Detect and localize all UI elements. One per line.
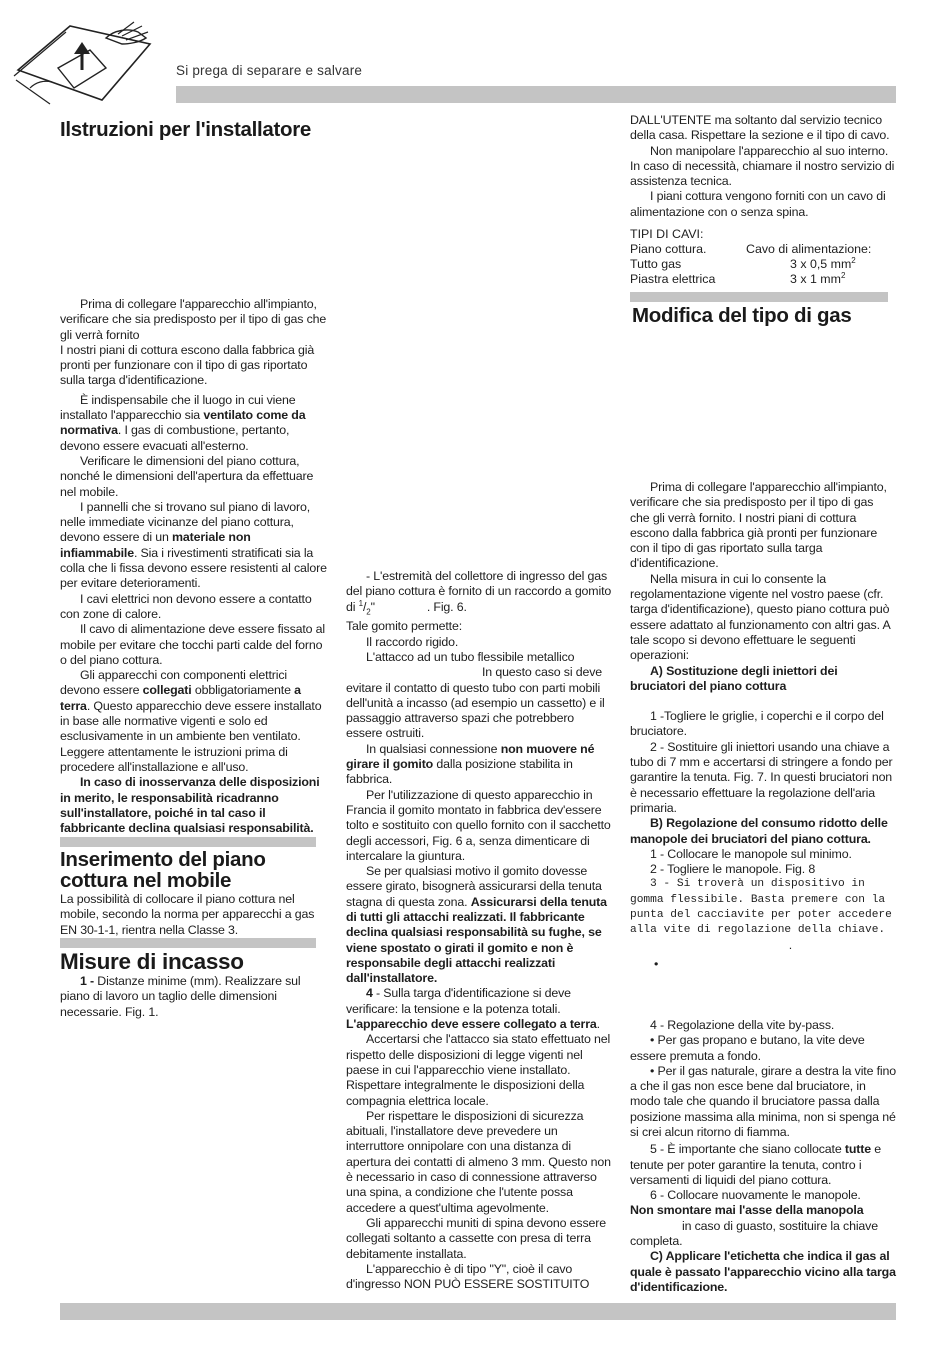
paragraph: 1 -Togliere le griglie, i coperchi e il corpo del bruciatore.: [630, 709, 884, 739]
bullet: •: [654, 956, 659, 971]
installer-instructions: [60, 297, 328, 836]
paragraph: - L'estremità del collettore di ingresso del gas del piano cottura è fornito di un raccordo a gomito di $^1/_2$" . Fig. 6.: [346, 569, 612, 617]
footer-divider: [60, 1303, 896, 1320]
paragraph: Non smontare mai l'asse della manopola: [630, 1203, 864, 1218]
paragraph: Per rispettare le disposizioni di sicurezza abituali, l'installatore deve prevedere un interruttore onnipolare con una distanza di apertura dei contatti di almeno 3 mm. Questo non è necessario in caso di connessione attraverso una spina, a condizione che l'utente possa accedere a quest'ultima agevolmente.: [346, 1108, 611, 1215]
gas-change-text: [630, 480, 896, 1295]
subheading: B) Regolazione del consumo ridotto delle manopole dei bruciatori del piano cottura.: [630, 816, 888, 846]
paragraph: 2 - Togliere le manopole. Fig. 8: [650, 862, 816, 877]
paragraph: 3 - Si troverà un dispositivo in gomma flessibile. Basta premere con la punta del cacciavite per poter accedere alla vite di regolazione della chiave.: [630, 878, 892, 937]
paragraph: L'attacco ad un tubo flessibile metallico: [366, 649, 575, 664]
mounting-text: La possibilità di collocare il piano cottura nel mobile, secondo la norma per apparecchi a gas EN 30-1-1, rientra nella Classe 3.: [60, 892, 315, 937]
paragraph: • Per gas propano e butano, la vite deve essere premuta a fondo.: [630, 1033, 865, 1063]
paragraph: DALL'UTENTE ma soltanto dal servizio tecnico della casa. Rispettare la sezione e il tipo di cavo.: [630, 113, 890, 143]
section-divider: [60, 837, 316, 847]
paragraph: In qualsiasi connessione non muovere né girare il gomito dalla posizione stabilita in fabbrica.: [346, 741, 595, 787]
paragraph: L'apparecchio è di tipo "Y", cioè il cavo d'ingresso NON PUÒ ESSERE SOSTITUITO: [346, 1261, 590, 1292]
paragraph: Nella misura in cui lo consente la regolamentazione vigente nel vostro paese (cfr. targa d'identificazione), questo piano cottura può essere adattato al funzionamento con altri gas. A tale scopo si devono effettuare le seguenti operazioni:: [630, 571, 890, 663]
paragraph: Se per qualsiasi motivo il gomito dovesse essere girato, bisognerà assicurarsi della tenuta stagna di questa zona. Assicurarsi della tenuta di tutti gli attacchi realizzati. Il fabbricante declina qualsiasi responsabilità su fughe, se viene spostato o girati il gomito e non è responsabile degli attacchi realizzati dall'installatore.: [346, 864, 607, 986]
header-divider: [176, 86, 896, 103]
paragraph: In questo caso si deve evitare il contatto di questo tubo con parti mobili dell'unità a incasso (ad esempio un cassetto) e il passaggio attraverso spazi che potrebbero essere ostruiti.: [346, 665, 605, 741]
paragraph: .: [788, 937, 792, 952]
table-row: Piastra elettrica 3 x 1 $mm^2$: [630, 270, 846, 286]
section-title-gas-change: Modifica del tipo di gas: [632, 304, 852, 327]
cable-heading: TIPI DI CAVI:: [630, 227, 704, 241]
hand-lifting-page-icon: [10, 8, 160, 108]
section-title-cutout: Misure di incasso: [60, 949, 244, 974]
table-row: Tutto gas 3 x 0,5 $mm^2$: [630, 255, 856, 271]
subheading: A) Sostituzione degli iniettori dei bruciatori del piano cottura: [630, 663, 838, 693]
paragraph: Prima di collegare l'apparecchio all'impianto, verificare che sia predisposto per il tipo di gas che gli verrà fornito. I nostri piani di cottura escono dalla fabbrica già pronti per funzionare con il tipo di gas riportato sulla targa d'identificazione.: [630, 480, 887, 571]
paragraph: • Per il gas naturale, girare a destra la vite fino a che il gas non esce bene dal bruciatore, in modo tale che quando il bruciatore passa dalla posizione massima alla minima, non si spenga né si crei alcun ritorno di fiamma.: [630, 1063, 897, 1139]
section-title-installer: Ilstruzioni per l'installatore: [60, 118, 312, 141]
cutout-text: 1 - Distanze minime (mm). Realizzare sul piano di lavoro un taglio delle dimensioni necessarie. Fig. 1.: [60, 974, 301, 1019]
table-row: Piano cottura. Cavo di alimentazione:: [630, 242, 872, 256]
paragraph: 1 - Collocare le manopole sul minimo.: [650, 846, 852, 861]
paragraph: 4 - Regolazione della vite by-pass.: [650, 1017, 835, 1032]
paragraph: in caso di guasto, sostituire la chiave completa.: [630, 1218, 878, 1249]
paragraph: I nostri piani di cottura escono dalla fabbrica già pronti per funzionare con il tipo di gas riportato sulla targa d'identificazione.: [60, 342, 315, 388]
paragraph: Prima di collegare l'apparecchio all'impianto, verificare che sia predisposto per il tipo di gas che gli verrà fornito: [60, 297, 327, 342]
paragraph: Verificare le dimensioni del piano cottura, nonché le dimensioni dell'apertura da effettuare nel mobile.: [60, 453, 314, 499]
paragraph: I cavi elettrici non devono essere a contatto con zone di calore.: [60, 591, 312, 621]
paragraph: I piani cottura vengono forniti con un cavo di alimentazione con o senza spina.: [630, 189, 886, 219]
paragraph: Il raccordo rigido.: [366, 634, 459, 649]
paragraph: Gli apparecchi con componenti elettrici devono essere collegati obbligatoriamente a terra. Questo apparecchio deve essere installato in base alle normative vigenti e solo ed esclusivamente in un ambiente ben ventilato. Leggere attentamente le istruzioni prima di procedere all'installazione e all'uso.: [60, 668, 322, 774]
cable-notes: [630, 113, 896, 220]
paragraph: È indispensabile che il luogo in cui viene installato l'apparecchio sia ventilato come da normativa. I gas di combustione, pertanto, devono essere evacuati all'esterno.: [60, 392, 306, 453]
page-tagline: Si prega di separare e salvare: [176, 63, 363, 78]
paragraph: Accertarsi che l'attacco sia stato effettuato nel rispetto delle disposizioni di legge vigenti nel paese in cui l'apparecchio viene installato. Rispettare integralmente le disposizioni della compagnia elettrica locale.: [346, 1032, 611, 1108]
paragraph: Non manipolare l'apparecchio al suo interno. In caso di necessità, chiamare il nostro servizio di assistenza tecnica.: [630, 143, 895, 189]
paragraph: 6 - Collocare nuovamente le manopole.: [650, 1188, 861, 1203]
paragraph: 4 - Sulla targa d'identificazione si deve verificare: la tensione e la potenza totali. L'apparecchio deve essere collegato a terra.: [346, 986, 600, 1032]
section-divider: [60, 938, 316, 948]
paragraph: Gli apparecchi muniti di spina devono essere collegati soltanto a cassette con presa di terra debitamente installata.: [346, 1215, 606, 1261]
paragraph: In caso di inosservanza delle disposizioni in merito, le responsabilità ricadranno sull'installatore, poiché in tal caso il fabbricante declina qualsiasi responsabilità.: [60, 775, 320, 836]
section-title-mounting: Inserimento del piano cottura nel mobile: [60, 848, 266, 892]
subheading: C) Applicare l'etichetta che indica il gas al quale è passato l'apparecchio vicino alla targa d'identificazione.: [630, 1249, 896, 1294]
paragraph: 5 - È importante che siano collocate tutte e tenute per poter garantire la tenuta, contro i versamenti di liquidi del piano cottura.: [630, 1142, 882, 1187]
paragraph: 2 - Sostituire gli iniettori usando una chiave a tubo di 7 mm e accertarsi di stringere a fondo per garantire la tenuta. Fig. 7. In questi bruciatori non è necessario effettuare la regolazione dell'aria primaria.: [630, 739, 893, 815]
gas-connection-text: [346, 569, 612, 1292]
cable-types-table: [630, 227, 890, 287]
paragraph: Tale gomito permette:: [346, 619, 462, 634]
section-divider: [630, 292, 888, 302]
paragraph: Per l'utilizzazione di questo apparecchio in Francia il gomito montato in fabbrica dev'essere tolto e sostituito con quello fornito con il sacchetto degli accessori, Fig. 6 a, senza dimenticare di intercalare la giuntura.: [346, 787, 611, 863]
paragraph: I pannelli che si trovano sul piano di lavoro, nelle immediate vicinanze del piano cottura, devono essere di un materiale non infiammabile. Sia i rivestimenti stratificati sia la colla che li fissa devono essere resistenti al calore per evitare deterioramenti.: [60, 499, 327, 591]
paragraph: Il cavo di alimentazione deve essere fissato al mobile per evitare che tocchi parti calde del forno o del piano cottura.: [60, 622, 326, 667]
